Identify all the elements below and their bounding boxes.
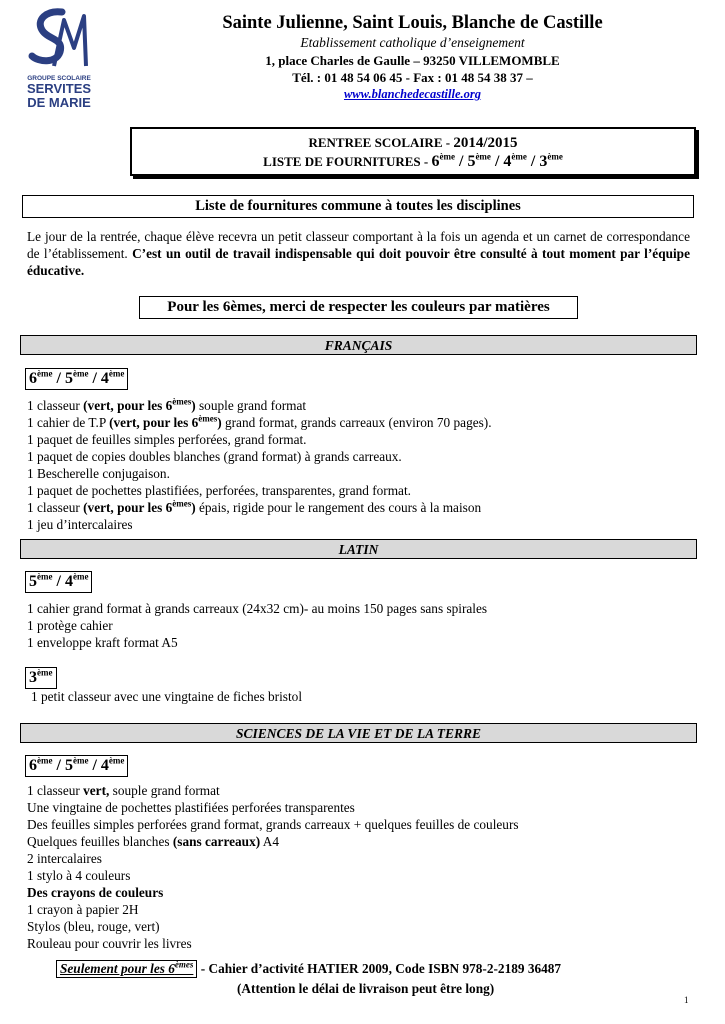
item-bold: (vert, pour les 6 — [83, 398, 173, 413]
sup-eme: ème — [108, 368, 125, 379]
list-item: 2 intercalaires — [27, 851, 102, 866]
level-5: 5 — [467, 153, 476, 170]
item-text: A4 — [260, 834, 279, 849]
level-box-latin-3 — [25, 667, 57, 689]
list-item: 1 paquet de pochettes plastifiées, perforées, transparentes, grand format. — [27, 483, 411, 498]
list-item — [27, 833, 519, 850]
list-item: Une vingtaine de pochettes plastifiées perforées transparentes — [27, 800, 355, 815]
list-item: Stylos (bleu, rouge, vert) — [27, 919, 160, 934]
level-5: 5 — [64, 757, 73, 774]
title-levels — [431, 153, 562, 170]
list-item: 1 enveloppe kraft format A5 — [27, 635, 178, 650]
sep: / — [88, 757, 101, 774]
school-website-link[interactable]: www.blanchedecastille.org — [343, 87, 482, 101]
item-text: souple grand format — [109, 783, 220, 798]
sup-eme: ème — [475, 151, 491, 162]
school-subtitle: Etablissement catholique d’enseignement — [300, 35, 525, 50]
sup-eme: ème — [108, 755, 125, 766]
footer-box — [56, 960, 197, 978]
list-item: 1 protège cahier — [27, 618, 113, 633]
item-text: épais, rigide pour le rangement des cours à la maison — [195, 500, 482, 515]
sep: / — [88, 370, 101, 387]
sep: / — [52, 573, 65, 590]
item-bold: (sans carreaux) — [172, 834, 261, 849]
level-4: 4 — [100, 757, 109, 774]
level-box-svt — [25, 755, 128, 777]
logo-line-2: SERVITES — [26, 81, 92, 96]
school-address: 1, place Charles de Gaulle – 93250 VILLEMOMBLE — [265, 53, 560, 68]
page-number: 1 — [684, 995, 689, 1005]
svt-footer — [56, 960, 656, 997]
colors-heading-box — [139, 296, 578, 319]
sep: / — [454, 153, 468, 170]
intro-bold-text: C’est un outil de travail indispensable qui doit pouvoir être consulté à tout moment par l’équipe éducative. — [27, 246, 690, 278]
item-text: grand format, grands carreaux (environ 70 pages). — [221, 415, 492, 430]
level-6: 6 — [431, 153, 440, 170]
section-header-latin — [20, 539, 697, 559]
school-logo — [24, 8, 94, 110]
level-3: 3 — [539, 153, 548, 170]
list-item: Des feuilles simples perforées grand format, grands carreaux + quelques feuilles de couleurs — [27, 817, 519, 832]
common-heading: Liste de fournitures commune à toutes les disciplines — [195, 198, 521, 214]
item-bold: (vert, pour les 6 — [109, 415, 199, 430]
sep: / — [52, 370, 65, 387]
title-line-2 — [132, 152, 694, 172]
logo-line-1: GROUPE SCOLAIRE — [27, 75, 91, 82]
title-rentree: RENTREE SCOLAIRE - — [308, 135, 454, 150]
common-heading-box — [22, 195, 694, 218]
footer-text: - Cahier d’activité HATIER 2009, Code ISBN 978-2-2189 36487 — [197, 961, 562, 976]
item-bold: vert, — [83, 783, 110, 798]
item-bold: ) — [191, 398, 196, 413]
title-box — [130, 127, 696, 176]
list-item — [27, 782, 519, 799]
item-bold: ) — [217, 415, 222, 430]
sup-eme: ème — [547, 151, 563, 162]
school-name: Sainte Julienne, Saint Louis, Blanche de Castille — [222, 13, 603, 33]
item-bold: ) — [191, 500, 196, 515]
footer-box-text: Seulement pour les 6 — [60, 961, 175, 976]
section-header-svt — [20, 723, 697, 743]
level-box-latin — [25, 571, 92, 593]
list-item: Des crayons de couleurs — [27, 885, 164, 900]
sup-eme: ème — [72, 755, 89, 766]
level-5: 5 — [64, 370, 73, 387]
list-item: 1 Bescherelle conjugaison. — [27, 466, 170, 481]
section-title: LATIN — [338, 542, 379, 557]
sup-eme: ème — [72, 368, 89, 379]
level-box-francais — [25, 368, 128, 390]
list-item: 1 cahier grand format à grands carreaux (24x32 cm)- au moins 150 pages sans spirales — [27, 601, 488, 616]
list-item: 1 jeu d’intercalaires — [27, 517, 133, 532]
sep: / — [490, 153, 504, 170]
sup-eme: ème — [439, 151, 455, 162]
item-text: Quelques feuilles blanches — [27, 834, 173, 849]
list-item: 1 petit classeur avec une vingtaine de fiches bristol — [31, 689, 303, 704]
sep: / — [526, 153, 540, 170]
sup-emes: èmes — [174, 959, 194, 970]
sup-eme: ème — [37, 667, 53, 678]
sup-eme: ème — [37, 571, 53, 582]
section-title: FRANÇAIS — [324, 338, 393, 353]
latin-list — [27, 600, 487, 651]
school-phone: Tél. : 01 48 54 06 45 - Fax : 01 48 54 38 37 – — [292, 70, 533, 85]
list-item: Rouleau pour couvrir les livres — [27, 936, 192, 951]
level-4: 4 — [100, 370, 109, 387]
list-item: 1 paquet de feuilles simples perforées, grand format. — [27, 432, 307, 447]
section-title: SCIENCES DE LA VIE ET DE LA TERRE — [236, 726, 481, 741]
level-3: 3 — [29, 669, 37, 686]
level-4: 4 — [503, 153, 512, 170]
svt-list — [27, 782, 519, 952]
francais-list — [27, 397, 492, 533]
school-header — [170, 12, 655, 103]
level-6: 6 — [29, 370, 37, 387]
level-4: 4 — [64, 573, 73, 590]
section-header-francais — [20, 335, 697, 355]
footer-line-1 — [56, 960, 656, 978]
item-text: souple grand format — [195, 398, 307, 413]
sup-eme: ème — [72, 571, 89, 582]
intro-text: Le jour de la rentrée, chaque élève recevra un petit classeur comportant à la fois un agenda et un carnet de correspondance de l’établissement. — [27, 229, 690, 261]
list-item: 1 stylo à 4 couleurs — [27, 868, 131, 883]
title-line-1 — [132, 134, 694, 152]
level-5: 5 — [29, 573, 37, 590]
footer-note: (Attention le délai de livraison peut être long) — [237, 981, 495, 996]
list-item — [27, 499, 492, 516]
intro-paragraph — [27, 228, 690, 279]
sup-emes: èmes — [172, 498, 192, 509]
item-text: 1 classeur — [27, 398, 84, 413]
item-bold: (vert, pour les 6 — [83, 500, 173, 515]
colors-heading: Pour les 6èmes, merci de respecter les couleurs par matières — [167, 299, 550, 315]
item-text: 1 cahier de T.P — [27, 415, 110, 430]
level-6: 6 — [29, 757, 37, 774]
sup-eme: ème — [511, 151, 527, 162]
sup-eme: ème — [37, 755, 53, 766]
item-text: 1 classeur — [27, 783, 84, 798]
list-item: 1 paquet de copies doubles blanches (grand format) à grands carreaux. — [27, 449, 402, 464]
logo-line-3: DE MARIE — [27, 95, 91, 110]
sm-monogram-icon — [24, 8, 94, 70]
sup-emes: èmes — [198, 413, 218, 424]
sup-eme: ème — [37, 368, 53, 379]
list-item — [27, 414, 492, 431]
title-year: 2014/2015 — [453, 135, 518, 151]
sep: / — [52, 757, 65, 774]
list-item: 1 crayon à papier 2H — [27, 902, 139, 917]
item-text: 1 classeur — [27, 500, 84, 515]
list-item — [27, 397, 492, 414]
sup-emes: èmes — [172, 396, 192, 407]
title-liste: LISTE DE FOURNITURES - — [263, 154, 432, 169]
